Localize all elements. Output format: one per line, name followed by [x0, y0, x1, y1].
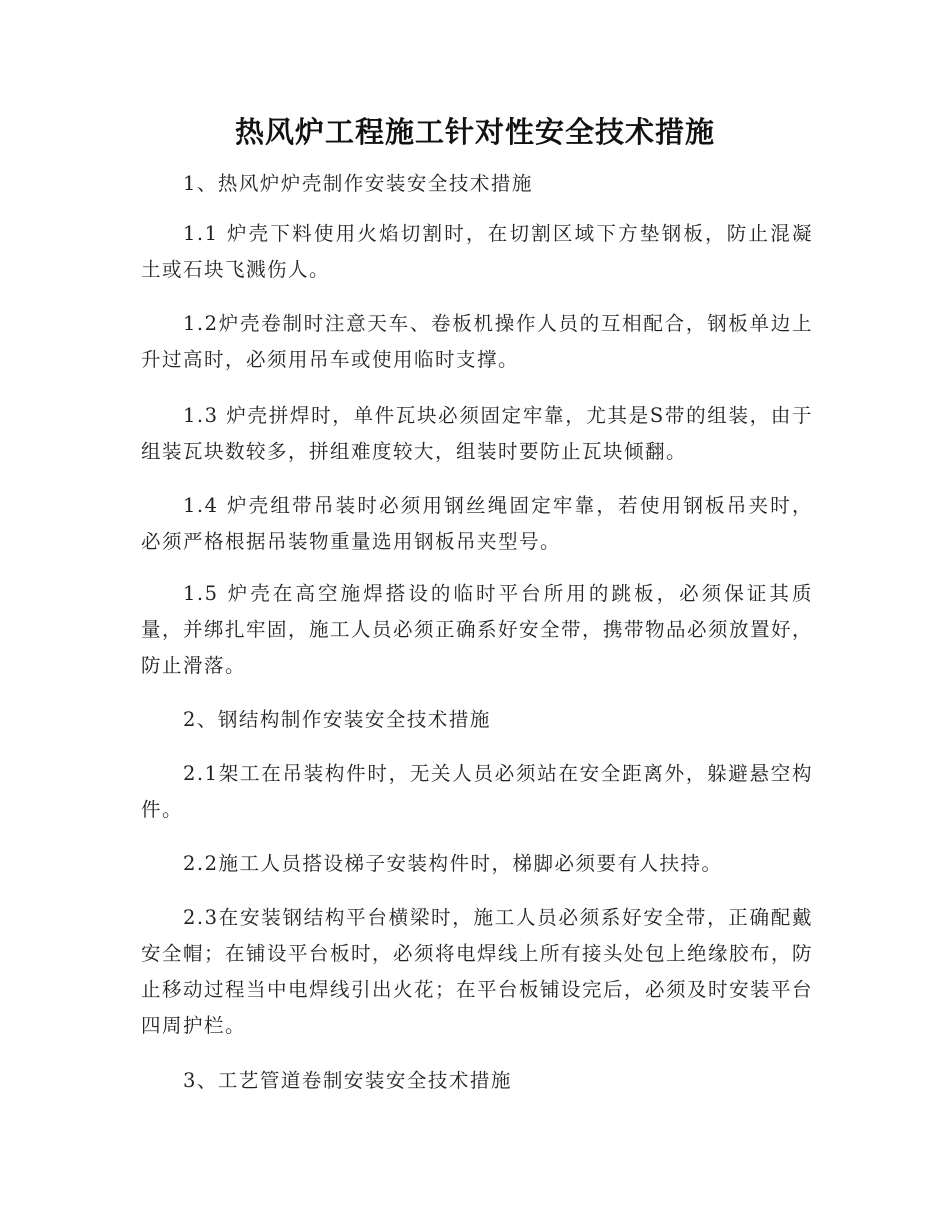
paragraph-1-4: 1.4 炉壳组带吊装时必须用钢丝绳固定牢靠，若使用钢板吊夹时，必须严格根据吊装物重量选用钢板吊夹型号。	[141, 494, 813, 553]
paragraph-1-3: 1.3 炉壳拼焊时，单件瓦块必须固定牢靠，尤其是S带的组装，由于组装瓦块数较多，拼组难度较大，组装时要防止瓦块倾翻。	[141, 404, 813, 463]
paragraph-2-2: 2.2施工人员搭设梯子安装构件时，梯脚必须要有人扶持。	[183, 852, 723, 875]
paragraph-2-1: 2.1架工在吊装构件时，无关人员必须站在安全距离外，躲避悬空构件。	[141, 762, 813, 821]
section-heading-1: 1、热风炉炉壳制作安装安全技术措施	[183, 172, 533, 195]
document-title: 热风炉工程施工针对性安全技术措施	[234, 115, 715, 149]
paragraph-2-3: 2.3在安装钢结构平台横梁时，施工人员必须系好安全带，正确配戴安全帽；在铺设平台板时，必须将电焊线上所有接头处包上绝缘胶布，防止移动过程当中电焊线引出火花；在平台板铺设完后，必须及时安装平台四周护栏。	[141, 906, 814, 1037]
section-heading-3: 3、工艺管道卷制安装安全技术措施	[183, 1069, 512, 1092]
paragraph-1-5: 1.5 炉壳在高空施焊搭设的临时平台所用的跳板，必须保证其质量，并绑扎牢固，施工人员必须正确系好安全带，携带物品必须放置好，防止滑落。	[141, 582, 814, 677]
section-heading-2: 2、钢结构制作安装安全技术措施	[183, 708, 491, 731]
paragraph-1-1: 1.1 炉壳下料使用火焰切割时，在切割区域下方垫钢板，防止混凝土或石块飞溅伤人。	[141, 222, 813, 281]
paragraph-1-2: 1.2炉壳卷制时注意天车、卷板机操作人员的互相配合，钢板单边上升过高时，必须用吊车或使用临时支撑。	[141, 312, 813, 371]
